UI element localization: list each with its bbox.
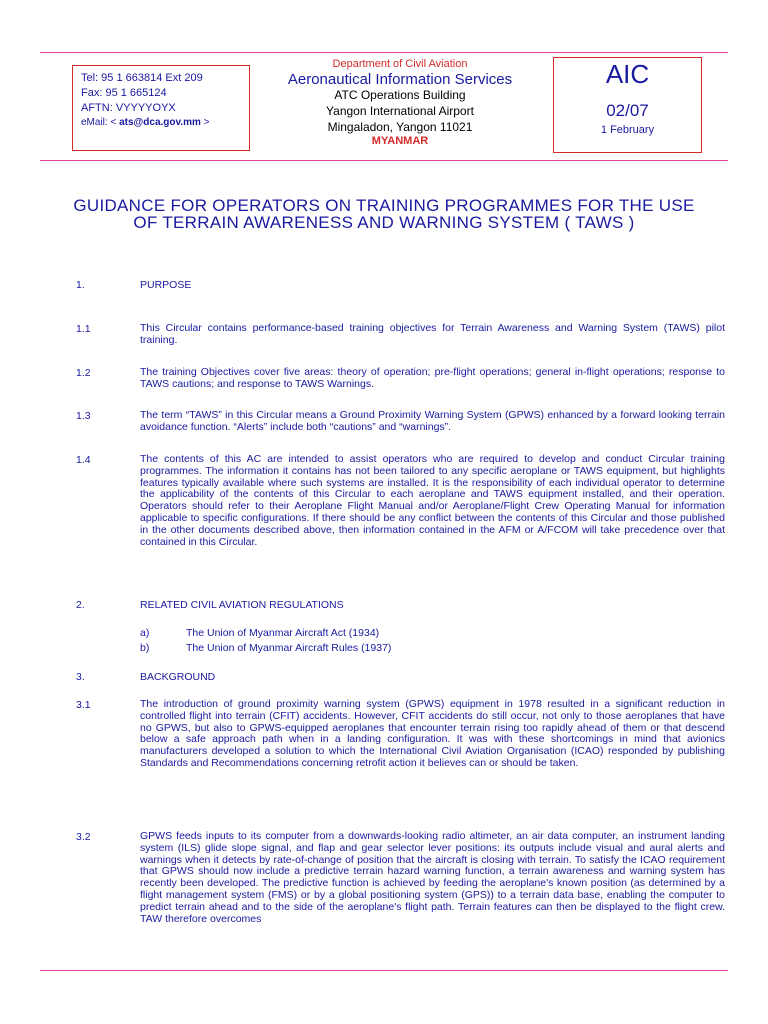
country-name: MYANMAR bbox=[371, 135, 429, 147]
section-3-heading: BACKGROUND bbox=[140, 671, 216, 683]
list-item-a: The Union of Myanmar Aircraft Act (1934) bbox=[186, 627, 380, 639]
list-item-a-label: a) bbox=[140, 627, 150, 639]
service-name: Aeronautical Information Services bbox=[287, 71, 513, 88]
para-1-3-number: 1.3 bbox=[76, 410, 91, 422]
header-rule bbox=[40, 160, 728, 161]
list-item-b: The Union of Myanmar Aircraft Rules (1937) bbox=[186, 642, 392, 654]
email-link[interactable]: ats@dca.gov.mm bbox=[119, 117, 201, 128]
email-suffix: > bbox=[200, 117, 210, 128]
aftn-line: AFTN: VYYYYOYX bbox=[81, 102, 176, 114]
document-title-line2: OF TERRAIN AWARENESS AND WARNING SYSTEM ( TAWS ) bbox=[133, 213, 635, 232]
para-1-2-number: 1.2 bbox=[76, 367, 91, 379]
para-1-1: This Circular contains performance-based training objectives for Terrain Awareness and Warning System (TAWS) pilot training. bbox=[140, 322, 725, 346]
airport-name: Yangon International Airport bbox=[326, 104, 474, 118]
building-name: ATC Operations Building bbox=[334, 88, 466, 102]
para-3-1-number: 3.1 bbox=[76, 699, 91, 711]
section-1-heading: PURPOSE bbox=[140, 279, 192, 291]
department-name: Department of Civil Aviation bbox=[332, 58, 468, 70]
section-3-number: 3. bbox=[76, 671, 85, 683]
top-rule bbox=[40, 52, 728, 53]
document-title-line1: GUIDANCE FOR OPERATORS ON TRAINING PROGRAMMES FOR THE USE bbox=[73, 196, 695, 215]
email-prefix: eMail: < bbox=[81, 117, 120, 128]
fax-line: Fax: 95 1 665124 bbox=[81, 87, 167, 99]
aic-box bbox=[553, 57, 702, 153]
para-1-2: The training Objectives cover five areas: theory of operation; pre-flight operations; general in-flight operations; response to TAWS cautions; and response to TAWS Warnings. bbox=[140, 366, 725, 390]
bottom-rule bbox=[40, 970, 728, 971]
para-1-3: The term “TAWS” in this Circular means a Ground Proximity Warning System (GPWS) enhanced by a forward looking terrain avoidance function. “Alerts” include both “cautions” and “warnings”. bbox=[140, 409, 725, 433]
email-line bbox=[81, 117, 210, 128]
aic-date: 1 February bbox=[600, 124, 655, 136]
section-2-number: 2. bbox=[76, 599, 85, 611]
para-3-1: The introduction of ground proximity warning system (GPWS) equipment in 1978 resulted in a significant reduction in controlled flight into terrain (CFIT) accidents. However, CFIT accidents do still occur, not only to those aeroplanes that have no GPWS, but also to GPWS-equipped aeroplanes that encounter terrain rising too rapidly ahead of them or that descend below a safe approach path when in a landing configuration. It was with these shortcomings in mind that avionics manufacturers developed a solution to which the International Civil Aviation Organisation (ICAO) responded by publishing Standards and Recommendations concerning retrofit action it believes can or should be taken. bbox=[140, 698, 725, 769]
para-3-2: GPWS feeds inputs to its computer from a downwards-looking radio altimeter, an air data computer, an instrument landing system (ILS) glide slope signal, and flap and gear selector lever positions: its outputs include visual and aural alerts and warnings when it detects by rate-of-change of position that the aircraft is closing with terrain. To satisfy the ICAO requirement that GPWS should now include a predictive terrain hazard warning function, a terrain awareness and warning system has recently been developed. The predictive function is achieved by feeding the aeroplane's known position (as determined by a flight management system (FMS) or by a global positioning system (GPS)) to a terrain data base, enabling the computer to predict terrain ahead and to the side of the aeroplane's flight path. Terrain features can then be displayed to the flight crew. TAW therefore overcomes bbox=[140, 831, 725, 925]
list-item-b-label: b) bbox=[140, 642, 150, 654]
para-1-4: The contents of this AC are intended to assist operators who are required to develop and conduct Circular training programmes. The information it contains has not been tailored to any specific aeroplane or TAWS equipment, but highlights features typically available where such systems are installed. It is the responsibility of each individual operator to determine the applicability of the contents of this Circular to each aeroplane and TAWS equipment installed, and their operation. Operators should refer to their Aeroplane Flight Manual and/or Aeroplane/Flight Crew Operating Manual for information applicable to specific configurations. If there should be any conflict between the contents of this Circular and those published in the other documents described above, then information contained in the AFM or A/FCOM will take precedence over that contained in this Circular. bbox=[140, 453, 725, 548]
aic-label: AIC bbox=[605, 59, 650, 89]
para-1-1-number: 1.1 bbox=[76, 323, 91, 335]
section-1-number: 1. bbox=[76, 279, 85, 291]
para-3-2-number: 3.2 bbox=[76, 831, 91, 843]
address-line: Mingaladon, Yangon 11021 bbox=[327, 120, 473, 134]
para-1-4-number: 1.4 bbox=[76, 454, 91, 466]
aic-number: 02/07 bbox=[606, 101, 649, 120]
section-2-heading: RELATED CIVIL AVIATION REGULATIONS bbox=[140, 599, 344, 611]
tel-line: Tel: 95 1 663814 Ext 209 bbox=[81, 72, 203, 84]
contact-box bbox=[72, 65, 250, 151]
